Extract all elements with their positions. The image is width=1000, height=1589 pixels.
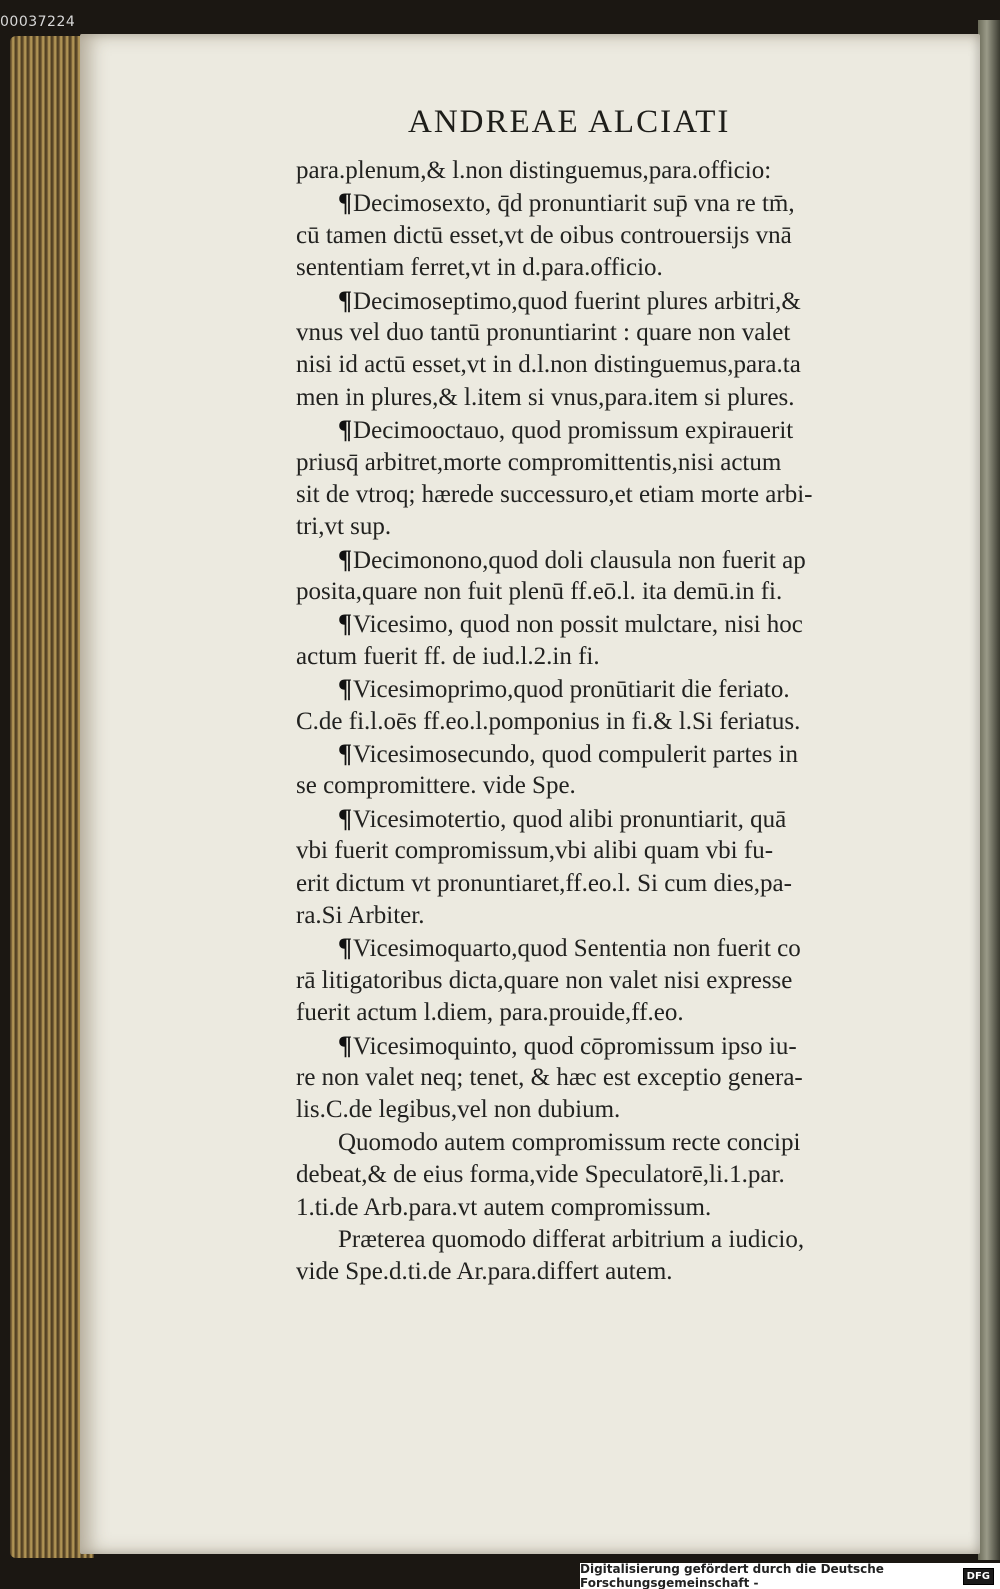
text-line-content: vnus vel duo tantū pronuntiarint : quare non valet	[296, 318, 791, 346]
text-line-content: Vicesimoquinto, quod cōpromissum ipso iu-	[353, 1032, 797, 1060]
text-line	[296, 900, 946, 932]
text-line-content: actum fuerit ff. de iud.l.2.in fi.	[296, 642, 600, 670]
text-line	[296, 673, 946, 705]
text-line-content: Vicesimo, quod non possit mulctare, nisi hoc	[353, 611, 803, 639]
text-line-content: sit de vtroq; hærede successuro,et etiam morte arbi-	[296, 480, 813, 508]
pilcrow-icon: ¶	[338, 739, 353, 769]
text-line	[296, 349, 946, 381]
text-line-content: Quomodo autem compromissum recte concipi	[338, 1128, 801, 1156]
pilcrow-icon: ¶	[338, 188, 353, 218]
text-line-content: Vicesimoquarto,quod Sententia non fuerit co	[353, 935, 801, 963]
text-line-content: priusq̄ arbitret,morte compromittentis,nisi actum	[296, 448, 782, 476]
text-line	[296, 479, 946, 511]
pilcrow-icon: ¶	[338, 674, 353, 704]
text-line-content: rā litigatoribus dicta,quare non valet nisi expresse	[296, 966, 793, 994]
text-line	[296, 706, 946, 738]
text-line	[296, 252, 946, 284]
text-line	[296, 738, 946, 770]
book-right-edge	[978, 20, 1000, 1560]
text-line	[296, 220, 946, 252]
text-line	[296, 511, 946, 543]
text-line	[296, 997, 946, 1029]
text-line	[296, 317, 946, 349]
dfg-logo-icon: DFG	[963, 1568, 994, 1585]
pilcrow-icon: ¶	[338, 933, 353, 963]
text-line-content: Decimooctauo, quod promissum expirauerit	[353, 417, 794, 445]
text-line	[296, 1224, 946, 1256]
text-line	[296, 1256, 946, 1288]
text-line-content: vbi fuerit compromissum,vbi alibi quam vbi fu-	[296, 837, 774, 865]
text-line-content: cū tamen dictū esset,vt de oibus controuersijs vnā	[296, 221, 792, 249]
text-line-content: Decimonono,quod doli clausula non fuerit ap	[353, 546, 806, 574]
pilcrow-icon: ¶	[338, 285, 353, 315]
pilcrow-icon: ¶	[338, 544, 353, 574]
pilcrow-icon: ¶	[338, 803, 353, 833]
text-line-content: vide Spe.d.ti.de Ar.para.differt autem.	[296, 1258, 673, 1286]
text-line	[296, 803, 946, 835]
text-line-content: para.plenum,& l.non distinguemus,para.officio:	[296, 157, 772, 184]
text-line-content: C.de fi.l.oēs ff.eo.l.pomponius in fi.& l.Si feriatus.	[296, 707, 801, 735]
funding-credit: Digitalisierung gefördert durch die Deutsche Forschungsgemeinschaft -	[580, 1562, 884, 1589]
text-line-content: Decimoseptimo,quod fuerint plures arbitri,&	[353, 287, 801, 315]
text-line	[296, 187, 946, 219]
text-line	[296, 641, 946, 673]
text-line-content: erit dictum vt pronuntiaret,ff.eo.l. Si cum dies,pa-	[296, 869, 792, 897]
pilcrow-icon: ¶	[338, 1030, 353, 1060]
text-line	[296, 1062, 946, 1094]
text-line	[296, 608, 946, 640]
text-line	[296, 1094, 946, 1126]
text-line-content: Vicesimosecundo, quod compulerit partes in	[353, 741, 798, 769]
text-line-content: men in plures,& l.item si vnus,para.item si plures.	[296, 383, 795, 411]
text-line-content: Præterea quomodo differat arbitrium a iudicio,	[338, 1225, 805, 1253]
text-line-content: posita,quare non fuit plenū ff.eō.l. ita demū.in fi.	[296, 578, 783, 606]
running-header: ANDREAE ALCIATI	[408, 104, 731, 140]
text-line-content: se compromittere. vide Spe.	[296, 772, 576, 800]
text-line-content: nisi id actū esset,vt in d.l.non distinguemus,para.ta	[296, 351, 801, 379]
text-line-content: Vicesimoprimo,quod pronūtiarit die feriato.	[353, 676, 790, 704]
text-line	[296, 965, 946, 997]
text-line	[296, 414, 946, 446]
text-line-content: fuerit actum l.diem, para.prouide,ff.eo.	[296, 999, 684, 1027]
text-line-content: debeat,& de eius forma,vide Speculatorē,li.1.par.	[296, 1161, 785, 1189]
body-text	[296, 155, 946, 1289]
pilcrow-icon: ¶	[338, 609, 353, 639]
text-line-content: tri,vt sup.	[296, 513, 392, 541]
text-line	[296, 382, 946, 414]
text-line	[296, 285, 946, 317]
text-line-content: ra.Si Arbiter.	[296, 901, 425, 929]
text-line	[296, 868, 946, 900]
text-line-content: re non valet neq; tenet, & hæc est exceptio genera-	[296, 1063, 803, 1091]
text-line	[296, 544, 946, 576]
text-line	[296, 1030, 946, 1062]
text-line	[296, 1159, 946, 1191]
text-line	[296, 447, 946, 479]
text-line-content: lis.C.de legibus,vel non dubium.	[296, 1096, 621, 1124]
text-line-content: 1.ti.de Arb.para.vt autem compromissum.	[296, 1193, 712, 1221]
text-line	[296, 770, 946, 802]
text-line	[296, 835, 946, 867]
text-line	[296, 155, 946, 187]
text-line-content: Decimosexto, q̄d pronuntiarit sup̄ vna re tm̄,	[353, 190, 795, 218]
text-line-content: Vicesimotertio, quod alibi pronuntiarit, quā	[353, 805, 787, 833]
footer-bar	[580, 1563, 1000, 1589]
text-line	[296, 1192, 946, 1224]
text-line	[296, 932, 946, 964]
text-line	[296, 1127, 946, 1159]
text-line-content: sententiam ferret,vt in d.para.officio.	[296, 254, 663, 282]
scan-id-label: 00037224	[0, 14, 76, 30]
text-line	[296, 576, 946, 608]
pilcrow-icon: ¶	[338, 415, 353, 445]
